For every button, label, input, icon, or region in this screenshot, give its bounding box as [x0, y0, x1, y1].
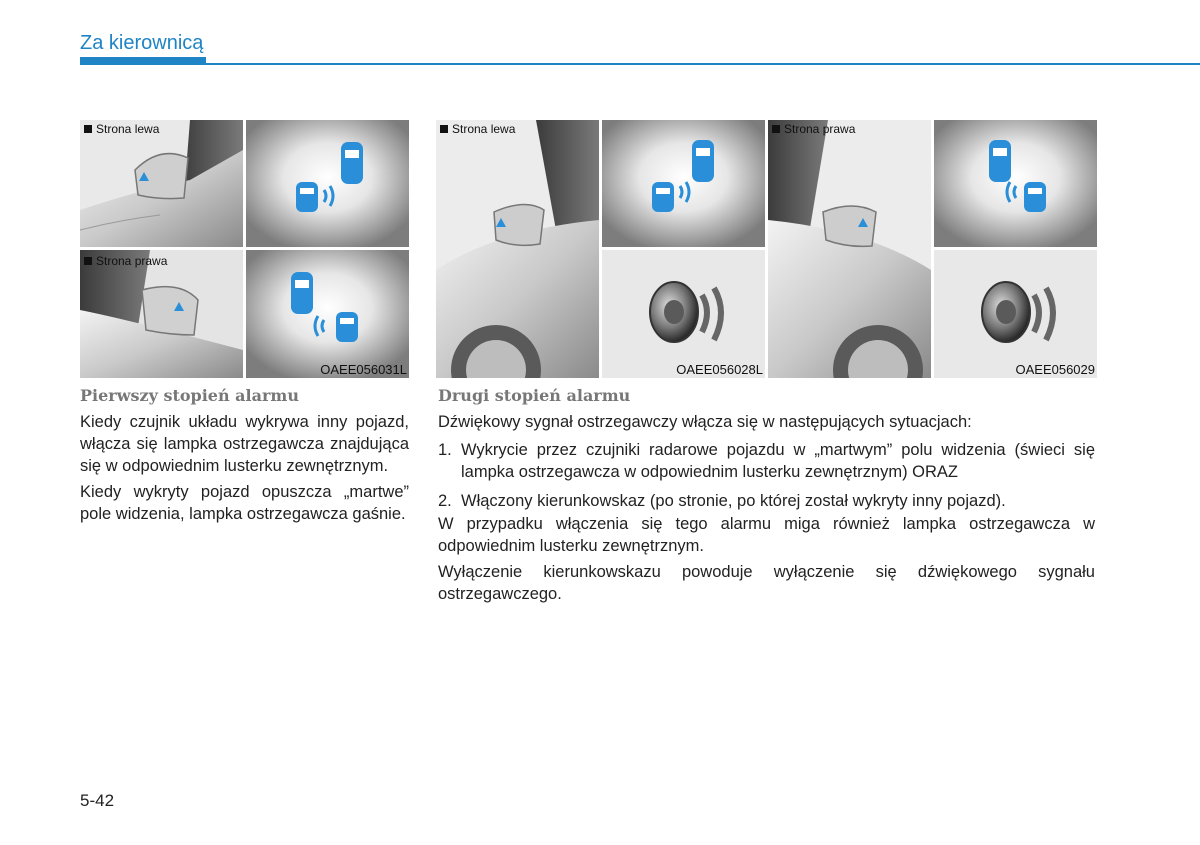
figure-code: OAEE056031L [320, 362, 407, 377]
list-text: Wykrycie przez czujniki radarowe pojazdu w „martwym” polu widzenia (świeci się lampka ostrzegawcza w odpowiednim lusterku zewnętrznym) ORAZ [461, 441, 1095, 481]
speaker-image [934, 250, 1097, 378]
page-number: 5-42 [80, 791, 115, 810]
list-number: 1. [438, 441, 452, 459]
figure-label: Strona lewa [440, 122, 515, 136]
header-rule [80, 63, 1200, 65]
list-item [438, 490, 1095, 512]
section-heading: Drugi stopień alarmu [438, 386, 631, 405]
paragraph: Wyłączenie kierunkowskazu powoduje wyłączenie się dźwiękowego sygnału ostrzegawczego. [438, 563, 1095, 603]
paragraph: Kiedy czujnik układu wykrywa inny pojazd, włącza się lampka ostrzegawcza znajdująca się w odpowiednim lusterku zewnętrznym. [80, 413, 409, 475]
paragraph: Dźwiękowy sygnał ostrzegawczy włącza się w następujących sytuacjach: [438, 413, 972, 431]
figure-second-stage-left [436, 120, 765, 378]
car-mirror-left-image [80, 120, 243, 247]
car-top-icon [989, 140, 1011, 182]
car-top-icon [692, 140, 714, 182]
figure-second-stage-right [768, 120, 1097, 378]
blind-spot-diagram-left [602, 120, 765, 247]
blind-spot-diagram-right [934, 120, 1097, 247]
figure-first-stage [80, 120, 409, 378]
figure-label: Strona lewa [84, 122, 159, 136]
header-tab-accent [80, 57, 206, 65]
paragraph: W przypadku włączenia się tego alarmu miga również lampka ostrzegawcza w odpowiednim lusterku zewnętrznym. [438, 515, 1095, 555]
figure-label: Strona prawa [772, 122, 855, 136]
figure-code: OAEE056029 [1015, 362, 1095, 377]
car-top-icon [1024, 182, 1046, 212]
paragraph: Kiedy wykryty pojazd opuszcza „martwe” pole widzenia, lampka ostrzegawcza gaśnie. [80, 483, 409, 523]
blind-spot-diagram-right [246, 250, 409, 378]
figure-label: Strona prawa [84, 254, 167, 268]
car-top-icon [652, 182, 674, 212]
list-text: Włączony kierunkowskaz (po stronie, po której został wykryty inny pojazd). [461, 492, 1006, 510]
car-top-icon [336, 312, 358, 342]
car-top-icon [291, 272, 313, 314]
figure-code: OAEE056028L [676, 362, 763, 377]
car-mirror-right-image [80, 250, 243, 378]
section-heading: Pierwszy stopień alarmu [80, 386, 299, 405]
car-front-left-image [436, 120, 599, 378]
car-top-icon [341, 142, 363, 184]
blind-spot-diagram-left [246, 120, 409, 247]
speaker-image [602, 250, 765, 378]
car-front-right-image [768, 120, 931, 378]
car-top-icon [296, 182, 318, 212]
section-title: Za kierownicą [80, 32, 204, 54]
list-number: 2. [438, 492, 452, 510]
numbered-list [438, 439, 1095, 519]
list-item [438, 439, 1095, 483]
